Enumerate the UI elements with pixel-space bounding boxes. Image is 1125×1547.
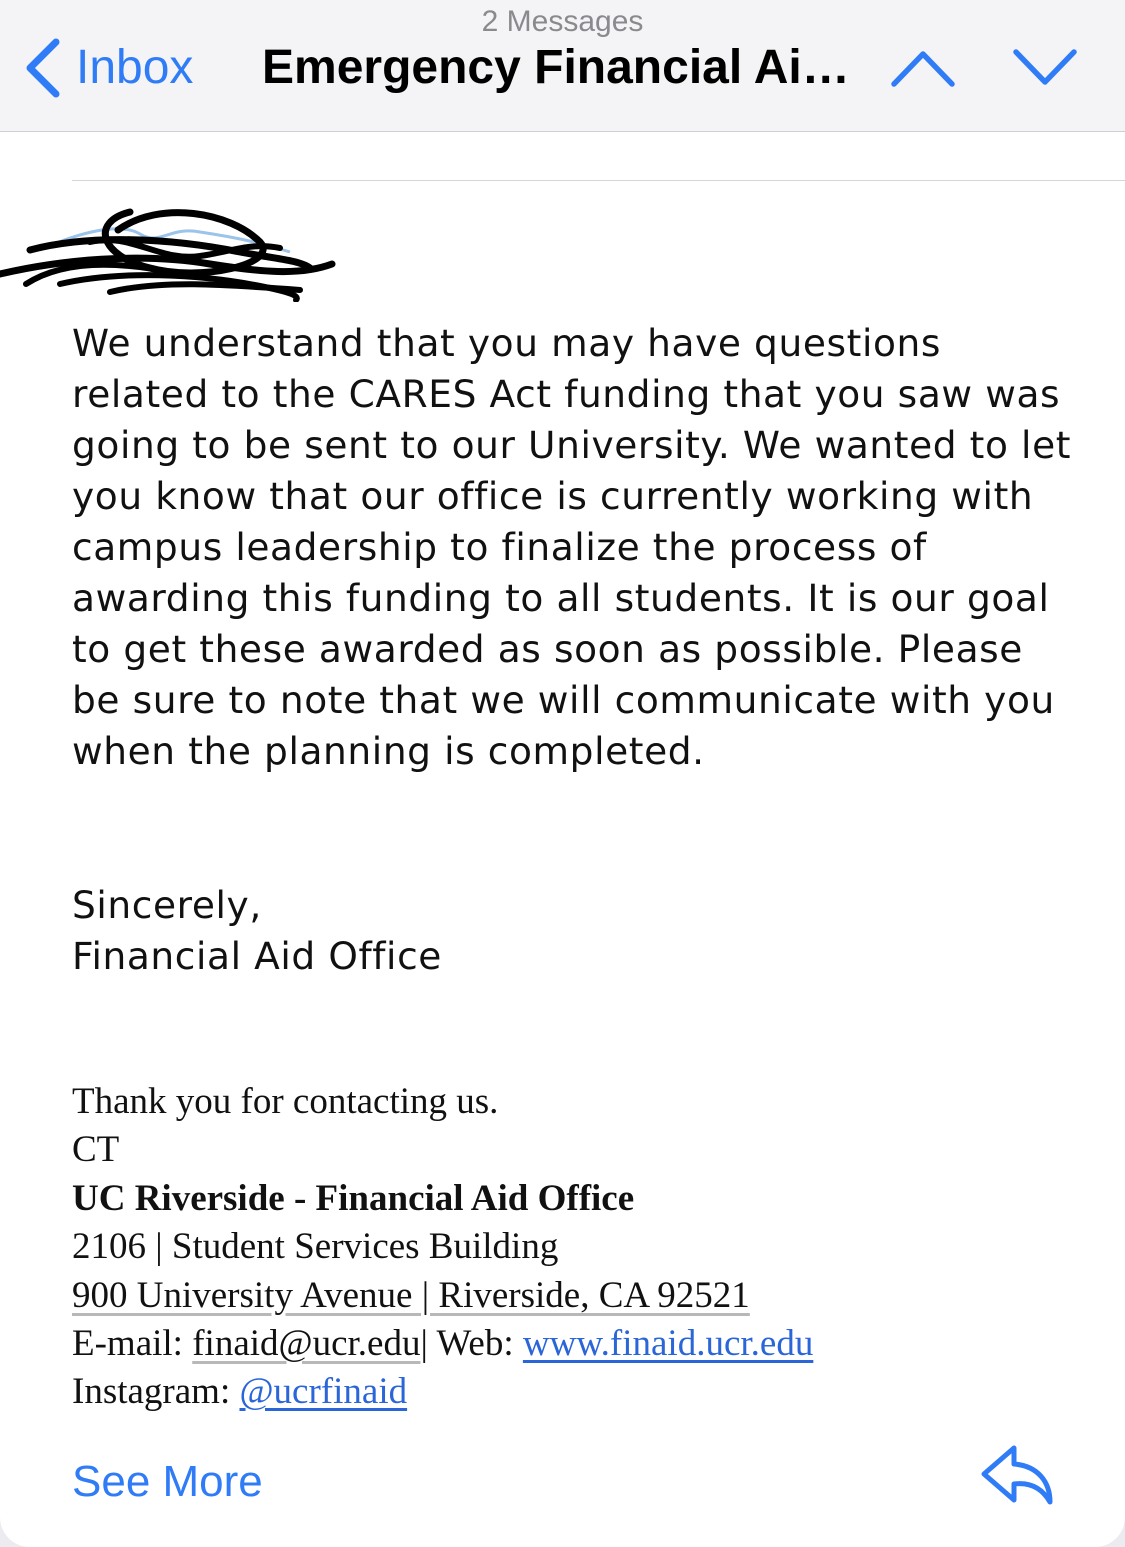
- signature-contact-line: [72, 1320, 813, 1368]
- chevron-up-icon[interactable]: [888, 40, 958, 96]
- signature-org: UC Riverside - Financial Aid Office: [72, 1177, 635, 1219]
- see-more-button[interactable]: See More: [72, 1457, 263, 1506]
- message-body: [72, 318, 1072, 777]
- closing: Sincerely,: [72, 883, 262, 927]
- thread-subject: Emergency Financial Ai…: [262, 41, 850, 94]
- email-link[interactable]: finaid@ucr.edu: [192, 1323, 421, 1365]
- instagram-link[interactable]: @ucrfinaid: [239, 1371, 408, 1413]
- message-card: [0, 132, 1125, 1547]
- sign-off: [72, 880, 442, 982]
- back-to-inbox-button[interactable]: [24, 36, 193, 100]
- closing-name: Financial Aid Office: [72, 934, 442, 978]
- signature-address[interactable]: 900 University Avenue | Riverside, CA 92521: [72, 1274, 750, 1316]
- signature-room: 2106 | Student Services Building: [72, 1226, 559, 1268]
- reply-icon[interactable]: [978, 1440, 1058, 1510]
- signature-thanks: Thank you for contacting us.: [72, 1081, 499, 1122]
- web-link[interactable]: www.finaid.ucr.edu: [522, 1323, 814, 1365]
- chevron-left-icon: [24, 36, 62, 100]
- redacted-greeting: [0, 172, 340, 302]
- back-label: Inbox: [76, 41, 194, 94]
- email-label: E-mail:: [72, 1323, 193, 1365]
- signature-initials: CT: [72, 1129, 120, 1171]
- instagram-label: Instagram:: [72, 1371, 240, 1413]
- chevron-down-icon[interactable]: [1010, 40, 1080, 96]
- nav-bar: [0, 0, 1125, 132]
- signature-instagram-line: [72, 1368, 813, 1416]
- web-label: | Web:: [420, 1323, 523, 1365]
- message-count: 2 Messages: [481, 5, 644, 38]
- email-signature: [72, 1078, 813, 1417]
- message-paragraph: We understand that you may have questions related to the CARES Act funding that you saw was going to be sent to our University. We wanted to let you know that our office is currently working with campus leadership to finalize the process of awarding this funding to all students. It is our goal to get these awarded as soon as possible. Please be sure to note that we will communicate with you when the planning is completed.: [72, 321, 1072, 773]
